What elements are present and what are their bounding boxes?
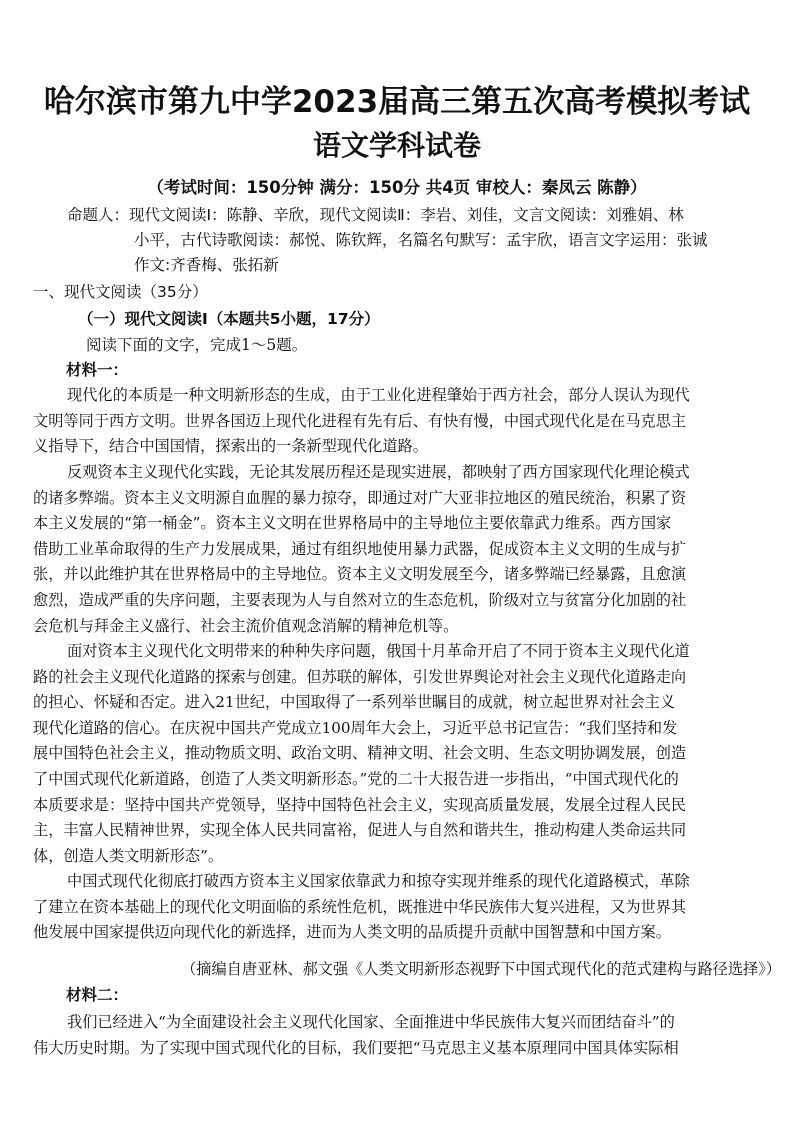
material2-paragraph-1 xyxy=(33,1010,783,1061)
text-line: 中国式现代化彻底打破西方资本主义国家依靠武力和掠夺实现并维系的现代化道路模式，革除 xyxy=(67,872,690,890)
text-line: 了中国式现代化新道路，创造了人类文明新形态。”党的二十大报告进一步指出，“中国式现代化的 xyxy=(33,769,679,788)
text-line: 的担心、怀疑和否定。进入21世纪，中国取得了一系列举世瞩目的成就，树立起世界对社会主义 xyxy=(33,693,676,712)
material1-paragraph-2 xyxy=(33,460,783,639)
text-line: 反观资本主义现代化实践，无论其发展历程还是现实进展，都映射了西方国家现代化理论模式 xyxy=(67,463,690,481)
material1-paragraph-4 xyxy=(33,869,783,946)
text-line: 的诸多弊端。资本主义文明源自血腥的暴力掠夺，即通过对广大亚非拉地区的殖民统治，积累了资 xyxy=(33,488,687,507)
text-line: 路的社会主义现代化道路的探索与创建。但苏联的解体，引发世界舆论对社会主义现代化道路走向 xyxy=(33,667,687,686)
text-line: 了建立在资本基础上的现代化文明面临的系统性危机，既推进中华民族伟大复兴进程，又为世界其 xyxy=(33,897,687,916)
text-line: 会危机与拜金主义盛行、社会主流价值观念消解的精神危机等。 xyxy=(33,616,459,635)
text-line: 愈烈，造成严重的失序问题，主要表现为人与自然对立的生态危机，阶级对立与贫富分化加剧的社 xyxy=(33,590,687,609)
text-line: 现代化道路的信心。在庆祝中国共产党成立100周年大会上，习近平总书记宣告：“我们坚持和发 xyxy=(33,718,678,737)
exam-title: 哈尔滨市第九中学2023届高三第五次高考模拟考试 xyxy=(43,84,751,120)
section-heading: 一、现代文阅读（35分） xyxy=(33,283,208,301)
text-line: 文明等同于西方文明。世界各国迈上现代化进程有先有后、有快有慢，中国式现代化是在马克思主 xyxy=(33,411,687,430)
text-line: 主，丰富人民精神世界，实现全体人民共同富裕，促进人与自然和谐共生，推动构建人类命运共同 xyxy=(33,821,687,840)
material1-source: （摘编自唐亚林、郝文强《人类文明新形态视野下中国式现代化的范式建构与路径选择》） xyxy=(181,960,781,978)
text-line: 现代化的本质是一种文明新形态的生成，由于工业化进程肇始于西方社会，部分人误认为现代 xyxy=(67,386,690,404)
exam-info: （考试时间：150分钟 满分：150分 共4页 审校人：秦凤云 陈静） xyxy=(147,178,647,197)
text-line: 义指导下，结合中国国情，探索出的一条新型现代化道路。 xyxy=(33,437,428,456)
material1-paragraph-3 xyxy=(33,639,783,869)
text-line: 借助工业革命取得的生产力发展成果，通过有组织地使用暴力武器，促成资本主义文明的生成与扩 xyxy=(33,539,687,558)
text-line: 张，并以此维护其在世界格局中的主导地位。资本主义文明发展至今，诸多弊端已经暴露，且愈演 xyxy=(33,565,687,584)
text-line: 本质要求是：坚持中国共产党领导，坚持中国特色社会主义，实现高质量发展，发展全过程人民民 xyxy=(33,795,687,814)
text-line: 我们已经进入“为全面建设社会主义现代化国家、全面推进中华民族伟大复兴而团结奋斗”的 xyxy=(67,1013,675,1031)
text-line: 体，创造人类文明新形态”。 xyxy=(33,846,224,865)
subsection-heading: （一）现代文阅读Ⅰ（本题共5小题，17分） xyxy=(78,310,380,328)
authors-line: 命题人：现代文阅读Ⅰ：陈静、辛欣，现代文阅读Ⅱ：李岩、刘佳，文言文阅读：刘雅娟、林 xyxy=(67,206,684,224)
authors-block xyxy=(67,203,767,278)
material2-label: 材料二： xyxy=(66,986,129,1004)
text-line: 本主义发展的“第一桶金”。资本主义文明在世界格局中的主导地位主要依靠武力维系。西方国家 xyxy=(33,514,672,533)
authors-line: 小平，古代诗歌阅读：郝悦、陈钦辉，名篇名句默写：孟宇欣，语言文字运用：张诚 xyxy=(134,231,708,249)
authors-line: 作文:齐香梅、张拓新 xyxy=(134,256,279,274)
text-line: 面对资本主义现代化文明带来的种种失序问题，俄国十月革命开启了不同于资本主义现代化道 xyxy=(67,642,690,660)
material1-label: 材料一： xyxy=(66,361,129,379)
material1-paragraph-1 xyxy=(33,383,783,460)
text-line: 展中国特色社会主义，推动物质文明、政治文明、精神文明、社会文明、生态文明协调发展，创造 xyxy=(33,744,687,763)
reading-instruction: 阅读下面的文字，完成1～5题。 xyxy=(86,336,308,354)
text-line: 他发展中国家提供迈向现代化的新选择，进而为人类文明的品质提升贡献中国智慧和中国方案。 xyxy=(33,923,671,942)
text-line: 伟大历史时期。为了实现中国式现代化的目标，我们要把“马克思主义基本原理同中国具体实际相 xyxy=(33,1038,679,1057)
exam-subtitle: 语文学科试卷 xyxy=(312,129,481,162)
